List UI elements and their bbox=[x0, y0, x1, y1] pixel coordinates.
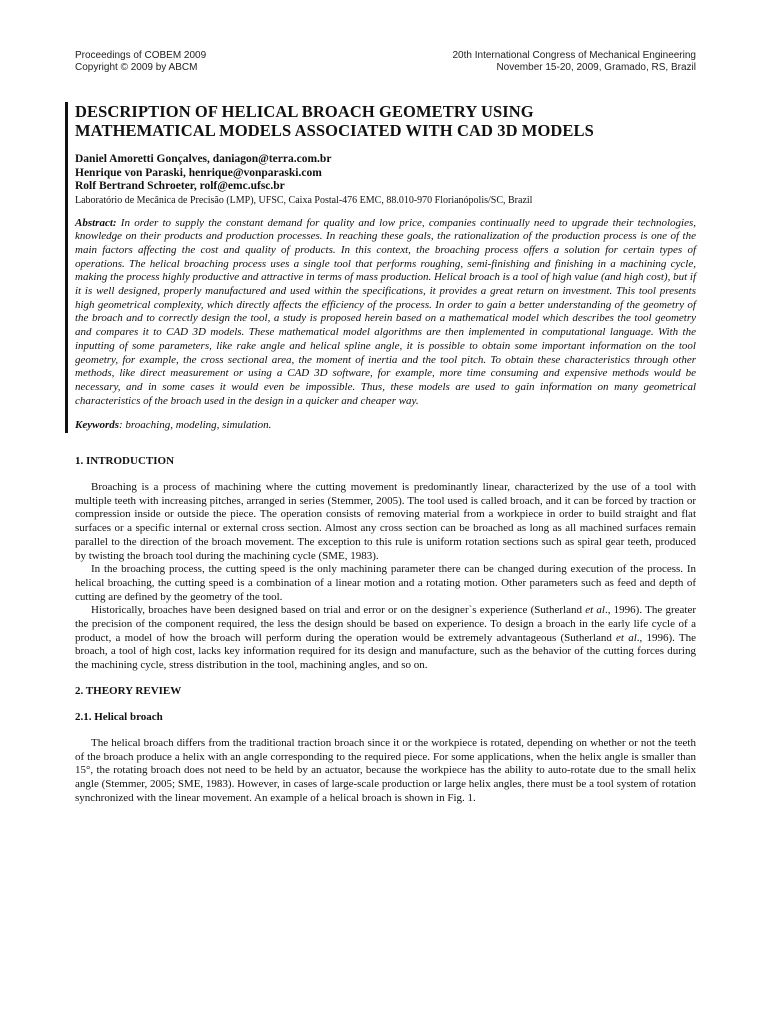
running-header-right bbox=[453, 50, 697, 74]
front-matter bbox=[75, 102, 696, 433]
title-line-1: DESCRIPTION OF HELICAL BROACH GEOMETRY USING bbox=[75, 102, 534, 121]
proceedings-label: Proceedings of COBEM 2009 bbox=[75, 50, 207, 61]
abstract-label: Abstract: bbox=[75, 216, 117, 229]
section-heading-theory-review: 2. THEORY REVIEW bbox=[75, 684, 182, 697]
helical-paragraph-1: The helical broach differs from the traditional traction broach since it or the workpiece is rotated, depending on whether or not the teeth of the broach produce a helix with an angle corresponding to the required piece. For some applications, when the helix angle is smaller than 15°, the rotating broach does not need to be held by an actuator, because the workpiece has the ability to auto-rotate due to the small helix angle (Stemmer, 2005; SME, 1983). However, in cases of large-scale production or large helix angles, there must be a tool system of rotation synchronized with the linear movement. An example of a helical broach is shown in Fig. 1. bbox=[75, 736, 696, 804]
author-2: Henrique von Paraski, henrique@vonparaski.com bbox=[75, 166, 322, 179]
keywords bbox=[75, 419, 696, 433]
running-header-left bbox=[75, 50, 206, 74]
intro-paragraph-3 bbox=[75, 604, 696, 673]
intro-p3-part-a: Historically, broaches have been designed based on trial and error or on the designer`s experience (Sutherland bbox=[91, 604, 586, 617]
affiliation: Laboratório de Mecânica de Precisão (LMP), UFSC, Caixa Postal-476 EMC, 88.010-970 Florianópolis/SC, Brazil bbox=[75, 194, 533, 206]
abstract-text: In order to supply the constant demand for quality and low price, companies continually need to upgrade their technologies, knowledge on their products and production processes. In reaching these goals, the rationalization of the production process is one of the main factors affecting the cost and quality of products. In this context, the broaching process offers a solution for certain types of operations. The helical broaching process uses a single tool that performs roughing, semi-finishing and finishing in a machining cycle, making the process highly productive and attractive in terms of mass production. Helical broach is a tool of high value (and high cost), but if it is well designed, properly manufactured and used within the specifications, it provides a great return on investment. This tool presents high geometrical complexity, which directly affects the efficiency of the process. In order to gain a better understanding of the geometry of the broach and to correctly design the tool, a study is proposed herein based on a mathematical model which describes the tool geometry and compares it to CAD 3D models. These mathematical model algorithms are then implemented in computational language. With the inputting of some parameters, like rake angle and helical spline angle, it is possible to obtain some important information on the tool geometry, for example, the cross sectional area, the moment of inertia and the tool pitch. To obtain these characteristics through other methods, like direct measurement or using a CAD 3D software, for example, more time consuming and expensive methods would be necessary, and in some cases it would even be impossible. Thus, these models are used to gain information on many geometrical characteristics of the broach used in the design in a quicker and cheaper way. bbox=[75, 216, 697, 407]
spacer bbox=[75, 673, 696, 685]
paper-title bbox=[75, 102, 696, 140]
intro-p3-etal-2: et al bbox=[616, 631, 637, 644]
author-1: Daniel Amoretti Gonçalves, daniagon@terra.com.br bbox=[75, 153, 332, 165]
title-line-2: MATHEMATICAL MODELS ASSOCIATED WITH CAD 3D MODELS bbox=[75, 121, 594, 140]
subsection-heading-helical-broach: 2.1. Helical broach bbox=[75, 710, 163, 723]
keywords-text: : broaching, modeling, simulation. bbox=[119, 419, 272, 432]
intro-paragraph-2: In the broaching process, the cutting speed is the only machining parameter there can be changed during execution of the process. In helical broaching, the cutting speed is a combination of a linear motion and a rotating motion. Other parameters such as feed and depth of cutting are defined by the geometry of the tool. bbox=[75, 563, 696, 603]
abstract bbox=[75, 217, 696, 409]
intro-p3-etal-1: et al bbox=[585, 604, 605, 617]
section-heading-introduction: 1. INTRODUCTION bbox=[75, 455, 175, 468]
author-3: Rolf Bertrand Schroeter, rolf@emc.ufsc.br bbox=[75, 180, 285, 192]
congress-date-location: November 15-20, 2009, Gramado, RS, Brazil bbox=[496, 62, 696, 73]
copyright-label: Copyright © 2009 by ABCM bbox=[75, 62, 198, 73]
intro-p3-part-b: ., 1996). The greater the precision of the component required, the less the design should be based on experience. To design a broach in the early life cycle of a product, a model of how the broach will perform during the operation would be extremely advantageous (Sutherland bbox=[75, 604, 696, 644]
margin-rule bbox=[65, 102, 68, 433]
intro-p3-part-c: ., 1996). The broach, a tool of high cost, lacks key information required for its design and manufacture, such as the behavior of the cutting forces during the machining cycle, stress distribution in the tool, machining angles, and so on. bbox=[75, 631, 696, 672]
intro-paragraph-1: Broaching is a process of machining where the cutting movement is predominantly linear, characterized by the use of a tool with multiple teeth with increasing pitches, arranged in series (Stemmer, 2005). The tool used is called broach, and it can be forced by traction or compression inside or outside the piece. The operation consists of removing material from a workpiece in order to build straight and flat surfaces or a specific internal or external cross section. Almost any cross section can be broached as long as all machined surfaces remain parallel to the direction of the broach movement. The exception to this rule is uniform rotation sections such as spiral gear teeth, produced by twisting the broach tool during the machining cycle (SME, 1983). bbox=[75, 481, 696, 562]
keywords-label: Keywords bbox=[75, 419, 119, 432]
page-content bbox=[75, 102, 696, 805]
congress-label: 20th International Congress of Mechanical Engineering bbox=[452, 50, 696, 61]
